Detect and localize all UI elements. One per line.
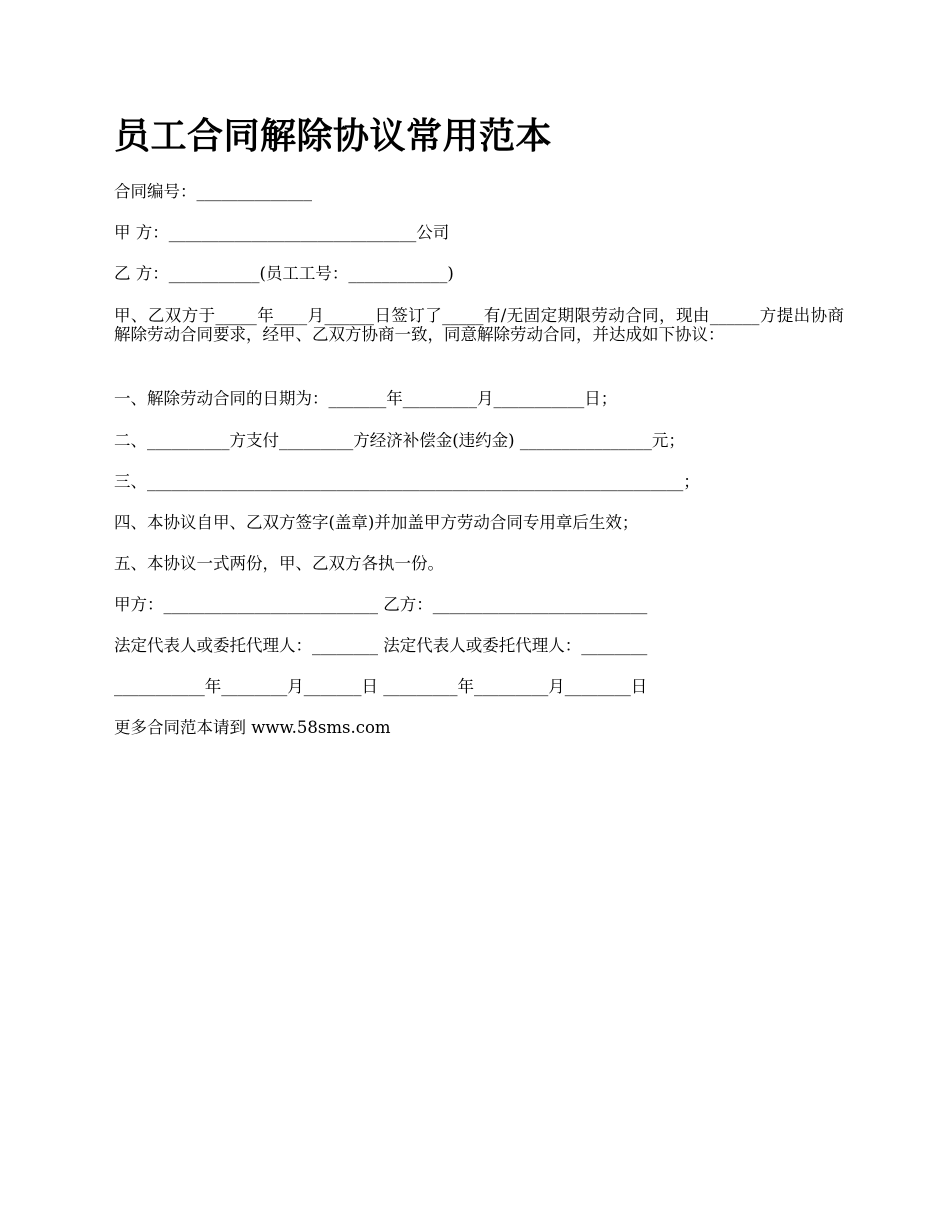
clause-4: 四、本协议自甲、乙双方签字(盖章)并加盖甲方劳动合同专用章后生效； [114,513,639,532]
party-b-line: 乙 方：___________(员工工号：____________) [114,264,454,283]
signature-parties-line: 甲方：__________________________ 乙方：__________________________ [114,595,648,614]
document-title: 员工合同解除协议常用范本 [114,116,553,157]
clause-1: 一、解除劳动合同的日期为：_______年_________月___________日； [114,389,618,408]
clause-3: 三、_________________________________________________________________； [114,472,700,491]
footer-link-text: 更多合同范本请到 www.58sms.com [114,718,391,737]
party-a-line: 甲 方：______________________________公司 [114,223,450,242]
signature-dates-line: ___________年________月_______日 _________年_________月________日 [114,677,648,696]
contract-number-line: 合同编号：______________ [114,182,312,201]
signature-representatives-line: 法定代表人或委托代理人：________ 法定代表人或委托代理人：________ [114,636,648,655]
clause-5: 五、本协议一式两份，甲、乙双方各执一份。 [114,554,444,573]
clause-2: 二、__________方支付_________方经济补偿金(违约金) ________________元； [114,431,685,450]
intro-paragraph: 甲、乙双方于_____年____月______日签订了_____有/无固定期限劳动合同，现由______方提出协商解除劳动合同要求，经甲、乙双方协商一致，同意解除劳动合同，并达成如下协议： [114,306,844,344]
